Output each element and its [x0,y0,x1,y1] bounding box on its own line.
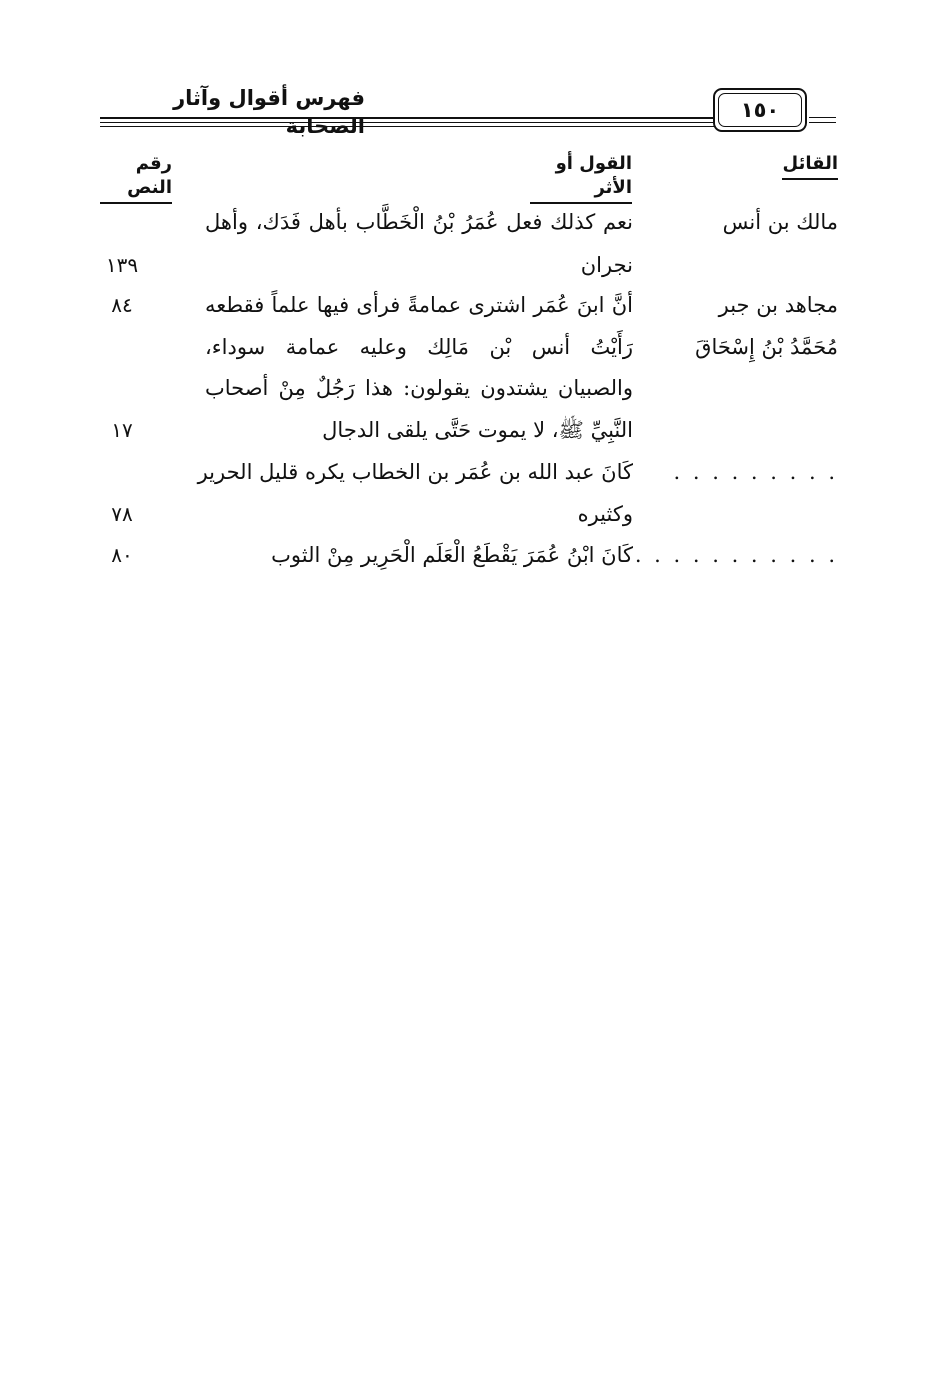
column-header-text-number: رقم النص [100,152,172,204]
entry-text-number: ١٣٩ [105,253,139,277]
entry-saying-line: وكثيره [577,502,633,526]
entry-text-number: ٨٠ [111,543,133,567]
entry-speaker-placeholder: . . . . . . . . . [673,460,838,484]
header-rule [100,117,715,127]
column-header-saying: القول أو الأثر [530,152,632,204]
entry-speaker: مُحَمَّدُ بْنُ إِسْحَاقَ [695,335,838,359]
entry-speaker: مالك بن أنس [722,210,838,234]
entry-saying-line: والصبيان يشتدون يقولون: هذا رَجُلٌ مِنْ أصحاب [205,376,633,400]
entry-speaker-placeholder: . . . . . . . . . . . [634,543,838,567]
page-number: ١٥٠ [718,93,802,127]
column-header-speaker: القائل [782,152,838,180]
entry-saying-line: النَّبِيِّ ﷺ، لا يموت حَتَّى يلقى الدجال [322,418,633,442]
entry-saying-line: كَانَ ابْنُ عُمَرَ يَقْطَعُ الْعَلَم الْحَرِير مِنْ الثوب [271,543,633,567]
entry-speaker: مجاهد بن جبر [718,293,838,317]
entry-saying-line: نجران [580,253,633,277]
entry-saying-line: نعم كذلك فعل عُمَرُ بْنُ الْخَطَّاب بأهل فَدَك، وأهل [205,210,633,234]
entry-saying-line: كَانَ عبد الله بن عُمَر بن الخطاب يكره قليل الحرير [197,460,633,484]
running-title: فهرس أقوال وآثار الصحابة [173,86,365,138]
entry-saying-line: أنَّ ابنَ عُمَر اشترى عمامةً فرأى فيها علماً فقطعه [205,293,633,317]
entry-text-number: ١٧ [111,418,133,442]
entry-text-number: ٨٤ [111,293,133,317]
page-number-box [713,88,807,132]
header-rule-right [809,117,836,127]
entry-text-number: ٧٨ [111,502,133,526]
entry-saying-line: رَأَيْتُ أنس بْن مَالِك وعليه عمامة سوداء، [205,335,633,359]
